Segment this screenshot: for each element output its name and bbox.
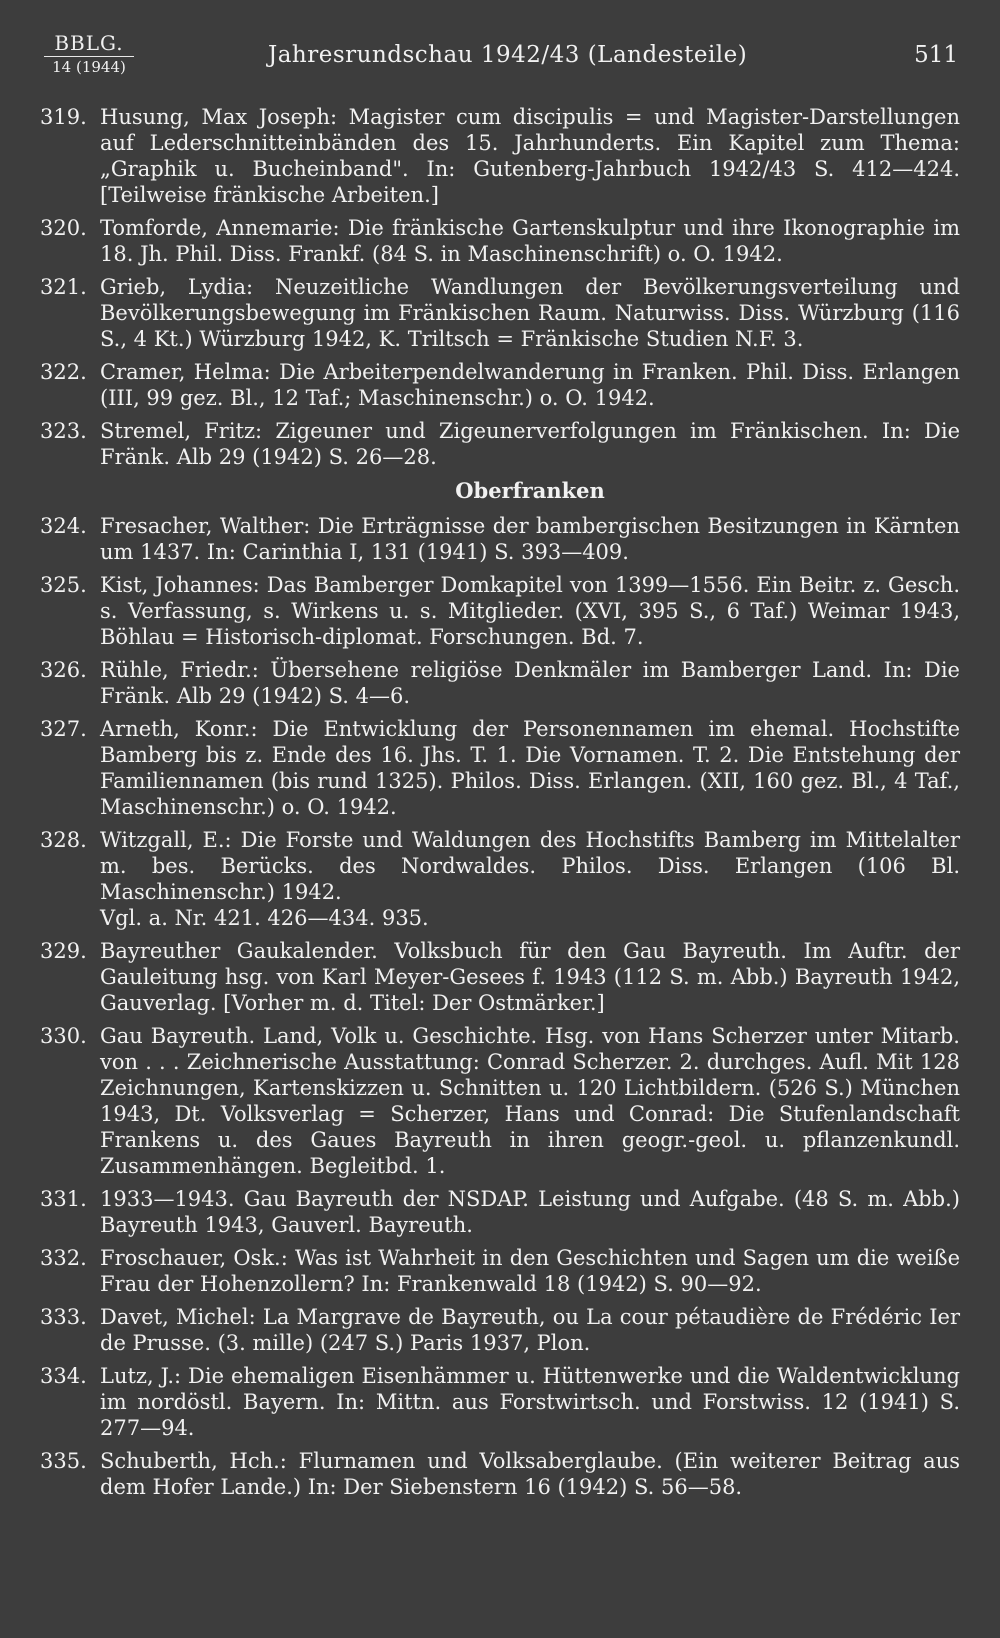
entry-text: Schuberth, Hch.: Flurnamen und Volksaberglaube. (Ein weiterer Beitrag aus dem Hofer Lande.) In: Der Siebenstern 16 (1942) S. 56—58. bbox=[100, 1449, 960, 1499]
bibliography-entry bbox=[40, 572, 960, 650]
section-heading: Oberfranken bbox=[455, 478, 605, 503]
entry-number: 326. bbox=[40, 658, 87, 682]
entry-text: Fresacher, Walther: Die Erträgnisse der bambergischen Besitzungen in Kärnten um 1437. In: Carinthia I, 131 (1941) S. 393—409. bbox=[100, 514, 960, 564]
entry-number: 328. bbox=[40, 828, 87, 852]
entry-text: 1933—1943. Gau Bayreuth der NSDAP. Leistung und Aufgabe. (48 S. m. Abb.) Bayreuth 1943, Gauverl. Bayreuth. bbox=[100, 1187, 960, 1237]
entry-number: 323. bbox=[40, 419, 87, 443]
entry-group-first bbox=[40, 104, 960, 470]
bibliography-entry bbox=[40, 359, 960, 411]
running-title: Jahresrundschau 1942/43 (Landesteile) bbox=[268, 42, 748, 68]
bibliography-entry bbox=[40, 827, 960, 931]
entry-number: 329. bbox=[40, 939, 87, 963]
entry-number: 319. bbox=[40, 105, 87, 129]
entry-cross-reference: Vgl. a. Nr. 421. 426—434. 935. bbox=[100, 906, 429, 930]
entry-text: Gau Bayreuth. Land, Volk u. Geschichte. Hsg. von Hans Scherzer unter Mitarb. von . . . Zeichnerische Ausstattung: Conrad Scherzer. 2. durchges. Aufl. Mit 128 Zeichnungen, Kartenskizzen u. Schnitten u. 120 Lichtbildern. (526 S.) München 1943, Dt. Volksverlag = Scherzer, Hans und Conrad: Die Stufenlandschaft Frankens u. des Gaues Bayreuth in ihren geogr.-geol. u. pflanzenkundl. Zusammenhängen. Begleitbd. 1. bbox=[100, 1024, 960, 1178]
entry-text: Witzgall, E.: Die Forste und Waldungen des Hochstifts Bamberg im Mittelalter m. bes. Berücks. des Nordwaldes. Philos. Diss. Erlangen (106 Bl. Maschinenschr.) 1942. bbox=[100, 828, 960, 904]
entry-number: 331. bbox=[40, 1187, 87, 1211]
entry-text: Tomforde, Annemarie: Die fränkische Gartenskulptur und ihre Ikonographie im 18. Jh. Phil. Diss. Frankf. (84 S. in Maschinenschrift) o. O. 1942. bbox=[100, 216, 960, 266]
bibliography-entry bbox=[40, 1023, 960, 1179]
entry-number: 320. bbox=[40, 216, 87, 240]
bibliography-entry bbox=[40, 716, 960, 820]
entry-text: Cramer, Helma: Die Arbeiterpendelwanderung in Franken. Phil. Diss. Erlangen (III, 99 gez. Bl., 12 Taf.; Maschinenschr.) o. O. 1942. bbox=[100, 360, 960, 410]
entry-text: Kist, Johannes: Das Bamberger Domkapitel von 1399—1556. Ein Beitr. z. Gesch. s. Verfassung, s. Wirkens u. s. Mitglieder. (XVI, 395 S., 6 Taf.) Weimar 1943, Böhlau = Historisch-diplomat. Forschungen. Bd. 7. bbox=[100, 573, 960, 649]
entry-number: 327. bbox=[40, 717, 87, 741]
entry-number: 335. bbox=[40, 1449, 87, 1473]
bibliography-entry bbox=[40, 1186, 960, 1238]
bibliography-entry bbox=[40, 1245, 960, 1297]
bibliography-entry bbox=[40, 1304, 960, 1356]
bibliography-entry bbox=[40, 418, 960, 470]
entry-number: 324. bbox=[40, 514, 87, 538]
journal-abbreviation: BBLG. bbox=[44, 32, 134, 57]
entry-text: Davet, Michel: La Margrave de Bayreuth, ou La cour pétaudière de Frédéric Ier de Prusse. (3. mille) (247 S.) Paris 1937, Plon. bbox=[100, 1305, 960, 1355]
entry-text: Bayreuther Gaukalender. Volksbuch für den Gau Bayreuth. Im Auftr. der Gauleitung hsg. von Karl Meyer-Gesees f. 1943 (112 S. m. Abb.) Bayreuth 1942, Gauverlag. [Vorher m. d. Titel: Der Ostmärker.] bbox=[100, 939, 960, 1015]
bibliography-entry bbox=[40, 1448, 960, 1500]
entry-number: 330. bbox=[40, 1024, 87, 1048]
entry-text: Froschauer, Osk.: Was ist Wahrheit in den Geschichten und Sagen um die weiße Frau der Hohenzollern? In: Frankenwald 18 (1942) S. 90—92. bbox=[100, 1246, 960, 1296]
entry-text: Grieb, Lydia: Neuzeitliche Wandlungen der Bevölkerungsverteilung und Bevölkerungsbewegung im Fränkischen Raum. Naturwiss. Diss. Würzburg (116 S., 4 Kt.) Würzburg 1942, K. Triltsch = Fränkische Studien N.F. 3. bbox=[100, 275, 960, 351]
bibliography-entry bbox=[40, 938, 960, 1016]
page-header bbox=[0, 0, 1000, 80]
journal-volume: 14 (1944) bbox=[52, 58, 126, 76]
entry-number: 325. bbox=[40, 573, 87, 597]
bibliography-entry bbox=[40, 215, 960, 267]
bibliography-entry bbox=[40, 657, 960, 709]
entry-number: 321. bbox=[40, 275, 87, 299]
entry-text: Stremel, Fritz: Zigeuner und Zigeunerverfolgungen im Fränkischen. In: Die Fränk. Alb 29 (1942) S. 26—28. bbox=[100, 419, 960, 469]
entry-number: 333. bbox=[40, 1305, 87, 1329]
bibliography-entry bbox=[40, 274, 960, 352]
page-number: 511 bbox=[914, 42, 958, 68]
entry-number: 332. bbox=[40, 1246, 87, 1270]
entry-text: Rühle, Friedr.: Übersehene religiöse Denkmäler im Bamberger Land. In: Die Fränk. Alb 29 (1942) S. 4—6. bbox=[100, 658, 960, 708]
entry-group-second bbox=[40, 513, 960, 1500]
entry-number: 334. bbox=[40, 1364, 87, 1388]
entry-text: Lutz, J.: Die ehemaligen Eisenhämmer u. Hüttenwerke und die Waldentwicklung im nordöstl. Bayern. In: Mittn. aus Forstwirtsch. und Forstwiss. 12 (1941) S. 277—94. bbox=[100, 1364, 960, 1440]
bibliography-list bbox=[40, 104, 960, 1507]
bibliography-entry bbox=[40, 513, 960, 565]
entry-text: Arneth, Konr.: Die Entwicklung der Personennamen im ehemal. Hochstifte Bamberg bis z. Ende des 16. Jhs. T. 1. Die Vornamen. T. 2. Die Entstehung der Familiennamen (bis rund 1325). Philos. Diss. Erlangen. (XII, 160 gez. Bl., 4 Taf., Maschinenschr.) o. O. 1942. bbox=[100, 717, 960, 819]
bibliography-entry bbox=[40, 104, 960, 208]
bibliography-entry bbox=[40, 1363, 960, 1441]
journal-reference bbox=[44, 32, 134, 77]
entry-number: 322. bbox=[40, 360, 87, 384]
entry-text: Husung, Max Joseph: Magister cum discipulis = und Magister-Darstellungen auf Lederschnitteinbänden des 15. Jahrhunderts. Ein Kapitel zum Thema: „Graphik u. Bucheinband". In: Gutenberg-Jahrbuch 1942/43 S. 412—424. [Teilweise fränkische Arbeiten.] bbox=[100, 105, 960, 207]
